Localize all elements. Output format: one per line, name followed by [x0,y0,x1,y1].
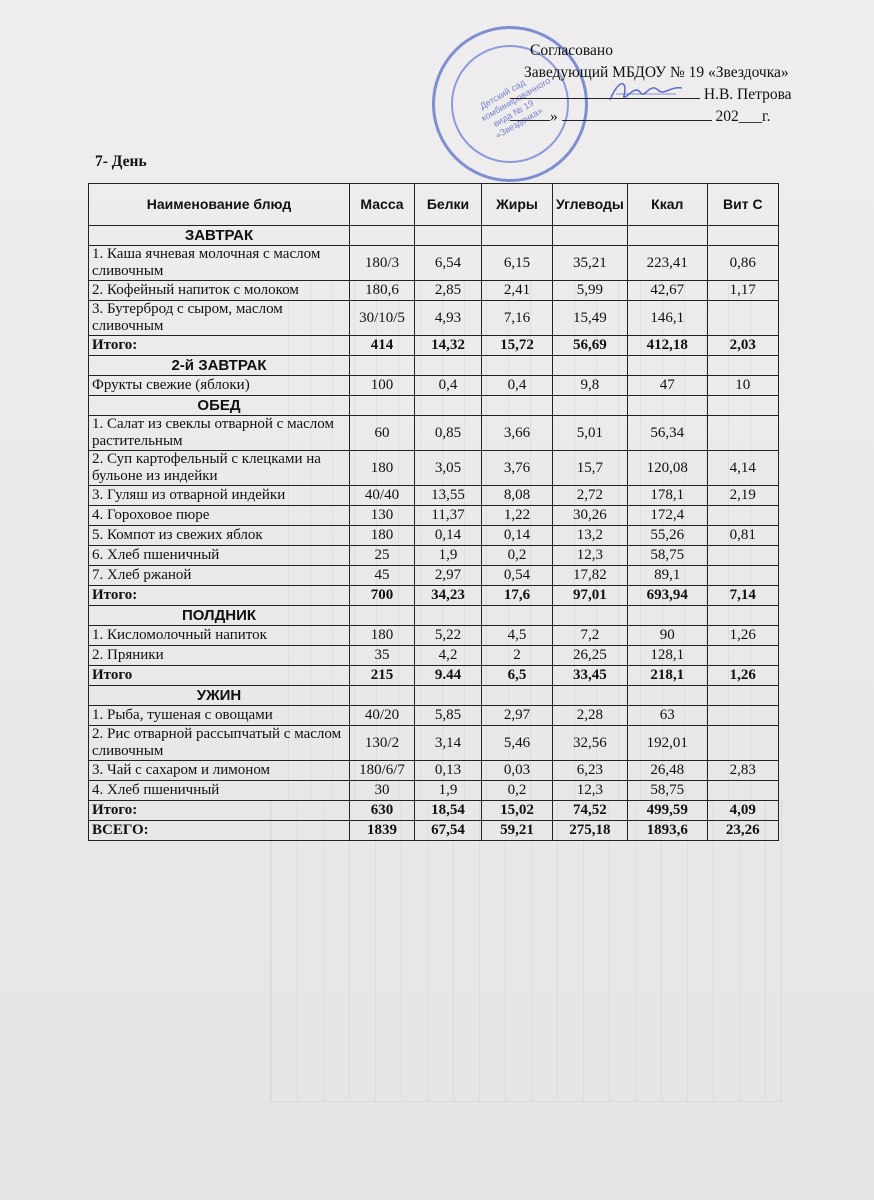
cell-vitamin-c [707,706,778,726]
cell-vitamin-c [707,781,778,801]
cell-mass: 180/3 [350,246,415,281]
cell-protein: 0,13 [415,761,482,781]
dish-name: 1. Кисломолочный напиток [89,626,350,646]
section-row [89,606,779,626]
cell-kcal: 58,75 [627,546,707,566]
table-row [89,506,779,526]
cell-carbs: 97,01 [553,586,628,606]
cell-fat [482,686,553,706]
cell-kcal: 42,67 [627,281,707,301]
dish-name: Итого: [89,586,350,606]
cell-protein: 1,9 [415,781,482,801]
table-row [89,706,779,726]
dish-name: 1. Каша ячневая молочная с маслом сливочным [89,246,350,281]
cell-kcal: 56,34 [627,416,707,451]
section-title: ЗАВТРАК [89,226,350,246]
cell-kcal: 120,08 [627,451,707,486]
cell-protein: 0,85 [415,416,482,451]
cell-kcal: 26,48 [627,761,707,781]
cell-kcal [627,356,707,376]
cell-fat [482,356,553,376]
cell-protein: 1,9 [415,546,482,566]
cell-mass: 414 [350,336,415,356]
header-carbs: Углеводы [553,184,628,226]
cell-carbs [553,226,628,246]
table-row [89,416,779,451]
cell-vitamin-c [707,726,778,761]
cell-kcal [627,226,707,246]
cell-kcal: 63 [627,706,707,726]
cell-protein: 3,05 [415,451,482,486]
handwritten-signature [606,74,686,108]
cell-kcal: 90 [627,626,707,646]
cell-protein: 14,32 [415,336,482,356]
cell-vitamin-c [707,646,778,666]
cell-protein [415,686,482,706]
cell-carbs: 5,01 [553,416,628,451]
cell-mass: 40/40 [350,486,415,506]
cell-protein: 5,85 [415,706,482,726]
section-title: 2-й ЗАВТРАК [89,356,350,376]
cell-mass: 130/2 [350,726,415,761]
cell-protein: 9.44 [415,666,482,686]
cell-fat: 2,97 [482,706,553,726]
approval-date-line [510,106,770,128]
cell-vitamin-c [707,416,778,451]
cell-carbs: 7,2 [553,626,628,646]
dish-name: Итого: [89,801,350,821]
cell-mass [350,686,415,706]
cell-fat: 15,02 [482,801,553,821]
approval-position: Заведующий МБДОУ № 19 «Звездочка» [524,64,789,81]
total-row [89,821,779,841]
cell-mass: 25 [350,546,415,566]
cell-carbs: 17,82 [553,566,628,586]
dish-name: 6. Хлеб пшеничный [89,546,350,566]
cell-mass: 100 [350,376,415,396]
cell-carbs [553,356,628,376]
cell-carbs: 32,56 [553,726,628,761]
dish-name: 3. Бутерброд с сыром, маслом сливочным [89,301,350,336]
cell-fat: 2,41 [482,281,553,301]
cell-fat: 0,2 [482,546,553,566]
cell-protein: 0,4 [415,376,482,396]
stamp-text: Детский сад комбинированного вида № 19 «Звездочка» [478,75,553,141]
cell-mass: 215 [350,666,415,686]
cell-fat [482,606,553,626]
cell-fat: 0,4 [482,376,553,396]
cell-protein: 6,54 [415,246,482,281]
section-title: УЖИН [89,686,350,706]
cell-protein [415,356,482,376]
cell-vitamin-c [707,396,778,416]
total-row [89,336,779,356]
cell-protein: 4,93 [415,301,482,336]
cell-vitamin-c: 2,19 [707,486,778,506]
cell-kcal: 146,1 [627,301,707,336]
cell-mass: 1839 [350,821,415,841]
cell-vitamin-c: 23,26 [707,821,778,841]
cell-mass: 130 [350,506,415,526]
cell-mass: 180 [350,526,415,546]
cell-kcal: 178,1 [627,486,707,506]
dish-name: 1. Салат из свеклы отварной с маслом растительным [89,416,350,451]
cell-vitamin-c [707,301,778,336]
header-protein: Белки [415,184,482,226]
cell-carbs: 275,18 [553,821,628,841]
cell-kcal: 412,18 [627,336,707,356]
table-row [89,626,779,646]
cell-vitamin-c: 1,17 [707,281,778,301]
cell-mass: 180 [350,626,415,646]
cell-protein: 11,37 [415,506,482,526]
cell-protein: 5,22 [415,626,482,646]
cell-fat: 15,72 [482,336,553,356]
header-vitamin-c: Вит С [707,184,778,226]
cell-protein: 67,54 [415,821,482,841]
cell-mass [350,396,415,416]
cell-mass: 630 [350,801,415,821]
dish-name: 7. Хлеб ржаной [89,566,350,586]
cell-carbs: 35,21 [553,246,628,281]
cell-fat: 4,5 [482,626,553,646]
dish-name: ВСЕГО: [89,821,350,841]
table-row [89,486,779,506]
cell-mass [350,606,415,626]
cell-fat: 5,46 [482,726,553,761]
cell-vitamin-c [707,226,778,246]
cell-fat: 3,76 [482,451,553,486]
cell-mass [350,356,415,376]
dish-name: 4. Гороховое пюре [89,506,350,526]
cell-carbs [553,606,628,626]
section-row [89,396,779,416]
cell-kcal: 693,94 [627,586,707,606]
cell-protein [415,396,482,416]
cell-kcal: 499,59 [627,801,707,821]
menu-table [88,183,779,841]
approval-signer-name: Н.В. Петрова [703,86,792,103]
cell-protein: 0,14 [415,526,482,546]
dish-name: 2. Суп картофельный с клецками на бульоне из индейки [89,451,350,486]
cell-fat: 17,6 [482,586,553,606]
cell-protein: 2,85 [415,281,482,301]
cell-kcal: 58,75 [627,781,707,801]
table-row [89,281,779,301]
cell-protein [415,606,482,626]
table-row [89,726,779,761]
cell-carbs: 12,3 [553,781,628,801]
cell-vitamin-c [707,566,778,586]
cell-carbs: 15,7 [553,451,628,486]
section-row [89,226,779,246]
cell-fat [482,226,553,246]
cell-mass: 45 [350,566,415,586]
cell-mass: 180,6 [350,281,415,301]
cell-kcal: 89,1 [627,566,707,586]
dish-name: Итого [89,666,350,686]
cell-carbs: 33,45 [553,666,628,686]
dish-name: 3. Гуляш из отварной индейки [89,486,350,506]
cell-vitamin-c: 0,86 [707,246,778,281]
cell-fat: 0,2 [482,781,553,801]
cell-mass: 30/10/5 [350,301,415,336]
dish-name: 2. Рис отварной рассыпчатый с маслом сливочным [89,726,350,761]
cell-carbs: 5,99 [553,281,628,301]
dish-name: 2. Кофейный напиток с молоком [89,281,350,301]
cell-vitamin-c: 1,26 [707,626,778,646]
day-title: 7- День [95,153,147,170]
header-fat: Жиры [482,184,553,226]
cell-kcal: 47 [627,376,707,396]
cell-vitamin-c: 2,83 [707,761,778,781]
cell-carbs: 6,23 [553,761,628,781]
dish-name: Итого: [89,336,350,356]
cell-mass: 35 [350,646,415,666]
cell-kcal: 218,1 [627,666,707,686]
cell-fat: 8,08 [482,486,553,506]
cell-protein: 3,14 [415,726,482,761]
cell-kcal: 172,4 [627,506,707,526]
section-row [89,356,779,376]
cell-fat: 59,21 [482,821,553,841]
cell-vitamin-c [707,546,778,566]
cell-fat: 0,03 [482,761,553,781]
cell-vitamin-c: 2,03 [707,336,778,356]
cell-mass [350,226,415,246]
cell-carbs: 2,72 [553,486,628,506]
cell-vitamin-c: 4,14 [707,451,778,486]
table-row [89,246,779,281]
table-row [89,546,779,566]
cell-fat: 3,66 [482,416,553,451]
cell-mass: 700 [350,586,415,606]
approval-date-year: 202___г. [715,108,771,125]
cell-mass: 60 [350,416,415,451]
cell-mass: 180 [350,451,415,486]
cell-carbs: 74,52 [553,801,628,821]
cell-kcal [627,396,707,416]
bleed-through-lines [270,800,782,1102]
table-row [89,566,779,586]
cell-fat: 7,16 [482,301,553,336]
cell-carbs: 30,26 [553,506,628,526]
cell-vitamin-c [707,506,778,526]
cell-vitamin-c: 10 [707,376,778,396]
cell-vitamin-c: 4,09 [707,801,778,821]
cell-kcal [627,686,707,706]
cell-protein: 18,54 [415,801,482,821]
cell-mass: 180/6/7 [350,761,415,781]
header-mass: Масса [350,184,415,226]
table-row [89,376,779,396]
cell-fat: 1,22 [482,506,553,526]
cell-mass: 30 [350,781,415,801]
cell-kcal: 223,41 [627,246,707,281]
table-row [89,781,779,801]
cell-kcal: 192,01 [627,726,707,761]
cell-vitamin-c [707,356,778,376]
cell-fat [482,396,553,416]
cell-carbs: 9,8 [553,376,628,396]
section-title: ОБЕД [89,396,350,416]
cell-mass: 40/20 [350,706,415,726]
cell-kcal: 55,26 [627,526,707,546]
cell-carbs: 12,3 [553,546,628,566]
cell-carbs [553,686,628,706]
table-row [89,646,779,666]
cell-fat: 0,14 [482,526,553,546]
table-header-row [89,184,779,226]
cell-protein: 34,23 [415,586,482,606]
cell-fat: 0,54 [482,566,553,586]
table-row [89,761,779,781]
dish-name: 3. Чай с сахаром и лимоном [89,761,350,781]
cell-protein [415,226,482,246]
header-dish-name: Наименование блюд [89,184,350,226]
cell-fat: 6,5 [482,666,553,686]
dish-name: 2. Пряники [89,646,350,666]
header-kcal: Ккал [627,184,707,226]
cell-vitamin-c: 0,81 [707,526,778,546]
cell-carbs [553,396,628,416]
cell-protein: 13,55 [415,486,482,506]
total-row [89,801,779,821]
cell-carbs: 56,69 [553,336,628,356]
dish-name: 4. Хлеб пшеничный [89,781,350,801]
cell-fat: 2 [482,646,553,666]
cell-vitamin-c: 1,26 [707,666,778,686]
dish-name: Фрукты свежие (яблоки) [89,376,350,396]
cell-vitamin-c [707,606,778,626]
total-row [89,586,779,606]
cell-protein: 2,97 [415,566,482,586]
cell-carbs: 15,49 [553,301,628,336]
section-row [89,686,779,706]
cell-kcal [627,606,707,626]
cell-carbs: 26,25 [553,646,628,666]
section-title: ПОЛДНИК [89,606,350,626]
cell-carbs: 2,28 [553,706,628,726]
approval-date-quote: » [550,108,558,125]
table-row [89,451,779,486]
table-row [89,301,779,336]
approval-title: Согласовано [530,42,613,59]
cell-protein: 4,2 [415,646,482,666]
cell-carbs: 13,2 [553,526,628,546]
total-row [89,666,779,686]
dish-name: 1. Рыба, тушеная с овощами [89,706,350,726]
cell-vitamin-c: 7,14 [707,586,778,606]
cell-kcal: 128,1 [627,646,707,666]
cell-vitamin-c [707,686,778,706]
cell-fat: 6,15 [482,246,553,281]
table-row [89,526,779,546]
dish-name: 5. Компот из свежих яблок [89,526,350,546]
cell-kcal: 1893,6 [627,821,707,841]
